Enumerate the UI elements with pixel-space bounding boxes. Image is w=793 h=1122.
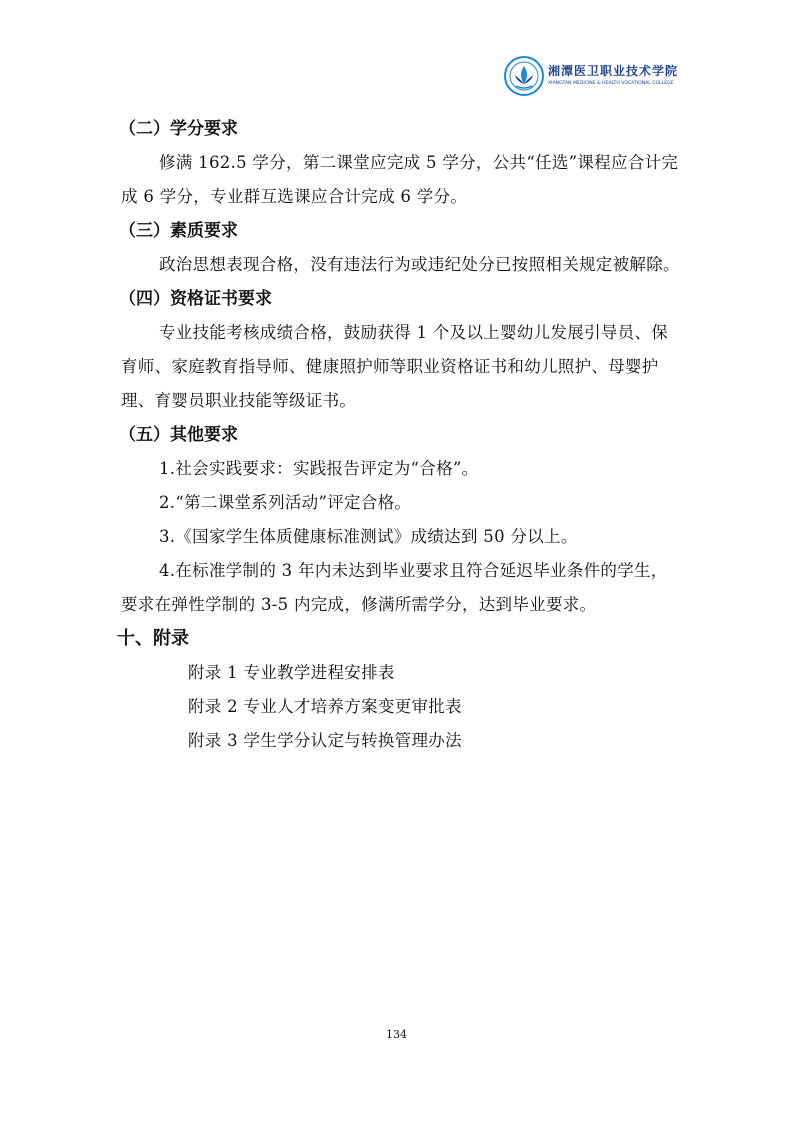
appendix-item-2: 附录 2 专业人才培养方案变更审批表 [188, 697, 462, 716]
page-number: 134 [386, 1028, 407, 1041]
college-seal-icon [504, 56, 544, 96]
college-name-cn: 湘潭医卫职业技术学院 [548, 64, 679, 78]
credit-heading: （二）学分要求 [119, 119, 238, 139]
quality-heading: （三）素质要求 [119, 221, 238, 241]
appendix-item-3: 附录 3 学生学分认定与转换管理办法 [188, 731, 462, 750]
document-body [117, 112, 681, 758]
quality-text: 政治思想表现合格，没有违法行为或违纪处分已按照相关规定被解除。 [159, 255, 680, 274]
other-item-2: 2.“第二课堂系列活动”评定合格。 [159, 493, 412, 512]
certificate-text: 专业技能考核成绩合格，鼓励获得 1 个及以上婴幼儿发展引导员、保育师、家庭教育指导师、健康照护师等职业资格证书和幼儿照护、母婴护理、育婴员职业技能等级证书。 [121, 323, 669, 410]
other-item-3: 3.《国家学生体质健康标准测试》成绩达到 50 分以上。 [159, 527, 578, 546]
college-name-en: XIANGTAN MEDICINE & HEALTH VOCATIONAL COLLEGE [548, 81, 674, 86]
other-heading: （五）其他要求 [119, 425, 238, 445]
appendix-heading: 十、附录 [117, 628, 189, 649]
credit-text: 修满 162.5 学分，第二课堂应完成 5 学分，公共“任选”课程应合计完成 6 学分，专业群互选课应合计完成 6 学分。 [121, 153, 679, 206]
appendix-item-1: 附录 1 专业教学进程安排表 [188, 663, 395, 682]
college-logo [504, 56, 679, 100]
other-item-4: 4.在标准学制的 3 年内未达到毕业要求且符合延迟毕业条件的学生，要求在弹性学制的 3-5 内完成，修满所需学分，达到毕业要求。 [121, 561, 668, 614]
certificate-heading: （四）资格证书要求 [119, 289, 272, 309]
other-item-1: 1.社会实践要求：实践报告评定为“合格”。 [159, 459, 479, 478]
